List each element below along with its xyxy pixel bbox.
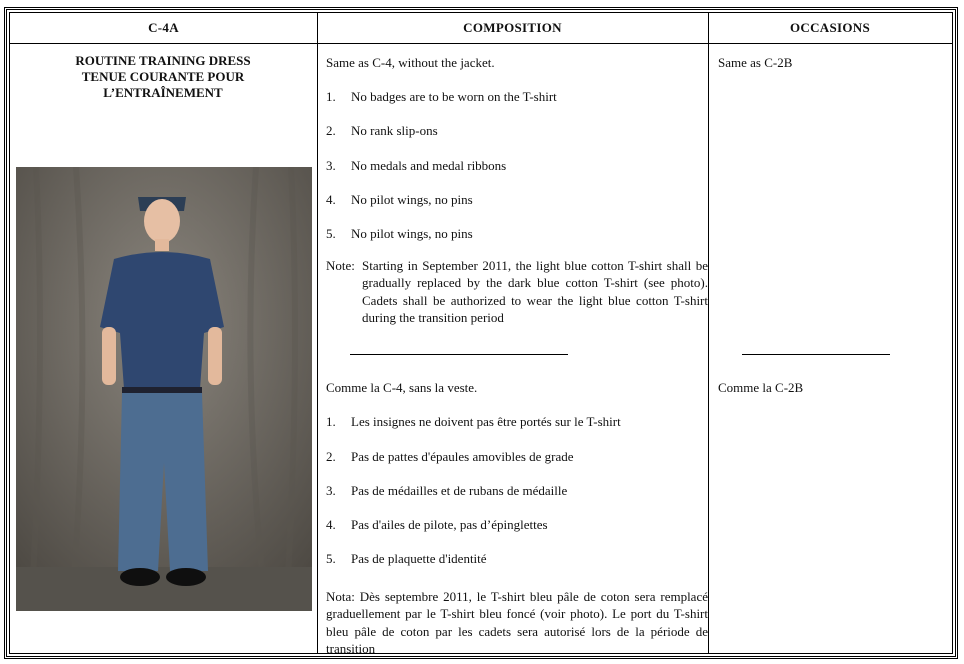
header-c4a: C-4A	[148, 20, 179, 35]
list-item: 5. No pilot wings, no pins	[326, 226, 473, 241]
list-item: 2. No rank slip-ons	[326, 123, 438, 138]
composition-intro-en: Same as C-4, without the jacket.	[326, 55, 495, 70]
list-item: 1. No badges are to be worn on the T-shirt	[326, 89, 557, 104]
dress-table	[4, 7, 958, 659]
table-grid	[9, 12, 953, 654]
list-item: 5. Pas de plaquette d'identité	[326, 551, 487, 566]
occasions-fr: Comme la C-2B	[718, 380, 804, 395]
note-fr: Nota: Dès septembre 2011, le T-shirt bleu pâle de coton sera remplacé graduellement par le T-shirt bleu foncé (voir photo). Le port du T-shirt bleu pâle de coton par les cadets sera autorisé lors de la période de transition	[326, 589, 708, 656]
list-item: 4. No pilot wings, no pins	[326, 192, 473, 207]
list-item: 4. Pas d'ailes de pilote, pas d’épinglettes	[326, 517, 548, 532]
header-composition: COMPOSITION	[463, 20, 562, 35]
composition-intro-fr: Comme la C-4, sans la veste.	[326, 380, 478, 395]
dress-title: ROUTINE TRAINING DRESS TENUE COURANTE POUR L’ENTRAÎNEMENT	[75, 53, 251, 100]
column-divider	[317, 13, 318, 653]
cadet-uniform-photo	[16, 167, 312, 611]
occasions-en: Same as C-2B	[718, 55, 793, 70]
list-item: 2. Pas de pattes d'épaules amovibles de grade	[326, 449, 574, 464]
note-en: Note: Starting in September 2011, the light blue cotton T-shirt shall be gradually replaced by the dark blue cotton T-shirt (see photo). Cadets shall be authorized to wear the light blue cotton T-shirt during the transition period	[326, 258, 708, 325]
section-separator	[350, 354, 568, 355]
list-item: 3. No medals and medal ribbons	[326, 158, 507, 173]
section-separator	[742, 354, 890, 355]
list-item: 1. Les insignes ne doivent pas être portés sur le T-shirt	[326, 414, 621, 429]
header-divider	[10, 43, 952, 44]
list-item: 3. Pas de médailles et de rubans de médaille	[326, 483, 568, 498]
column-divider	[708, 13, 709, 653]
header-occasions: OCCASIONS	[790, 20, 870, 35]
